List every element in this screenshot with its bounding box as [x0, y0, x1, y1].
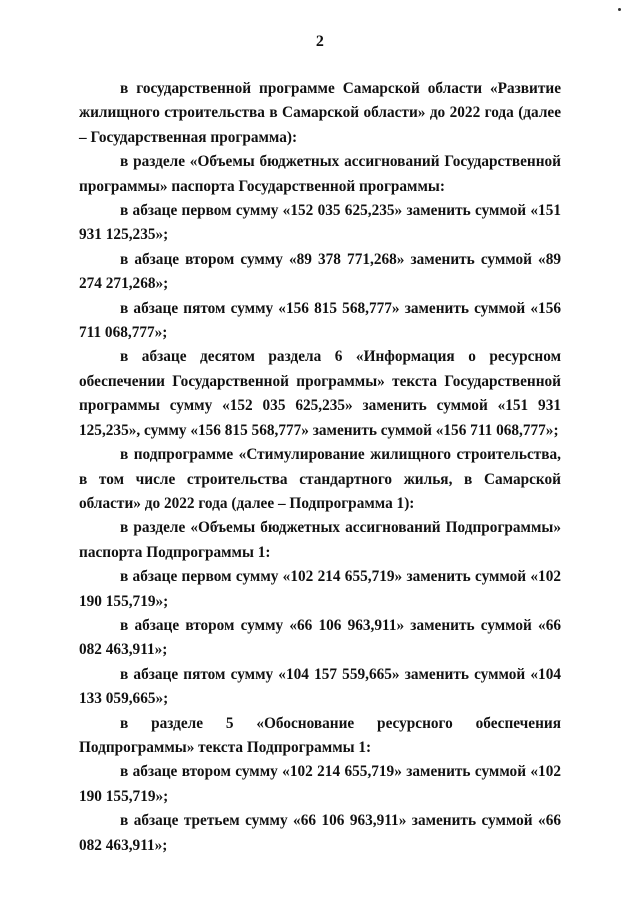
paragraph-subprogram-1: в подпрограмме «Стимулирование жилищного строительства, в том числе строительства стандартного жилья, в Самарской области» до 2022 года (далее – Подпрограмма 1):: [79, 446, 561, 512]
paragraph-second-sum: в абзаце втором сумму «89 378 771,268» заменить суммой «89 274 271,268»;: [79, 250, 561, 293]
paragraph-section-6: в абзаце десятом раздела 6 «Информация о ресурсном обеспечении Государственной программы» текста Государственной программы сумму «152 035 625,235» заменить суммой «151 931 125,235», сумму «156 815 568,777» заменить суммой «156 711 068,777»;: [79, 348, 561, 439]
paragraph-subprogram-budget-section: в разделе «Объемы бюджетных ассигнований Подпрограммы» паспорта Подпрограммы 1:: [79, 519, 561, 561]
document-body: [79, 77, 561, 858]
paragraph-fifth-sum: в абзаце пятом сумму «156 815 568,777» заменить суммой «156 711 068,777»;: [79, 299, 561, 342]
page-number: 2: [315, 33, 325, 50]
paragraph-first-sum: в абзаце первом сумму «152 035 625,235» заменить суммой «151 931 125,235»;: [79, 202, 561, 244]
paragraph-subprogram-first-sum: в абзаце первом сумму «102 214 655,719» заменить суммой «102 190 155,719»;: [79, 568, 561, 610]
paragraph-subprogram-fifth-sum: в абзаце пятом сумму «104 157 559,665» заменить суммой «104 133 059,665»;: [79, 665, 561, 708]
paragraph-section-5-third-sum: в абзаце третьем сумму «66 106 963,911» заменить суммой «66 082 463,911»;: [79, 812, 561, 854]
scan-mark: [618, 8, 621, 11]
paragraph-subprogram-second-sum: в абзаце втором сумму «66 106 963,911» заменить суммой «66 082 463,911»;: [79, 616, 561, 659]
paragraph-section-5: в разделе 5 «Обоснование ресурсного обеспечения Подпрограммы» текста Подпрограммы 1:: [79, 714, 561, 756]
paragraph-section-5-second-sum: в абзаце втором сумму «102 214 655,719» заменить суммой «102 190 155,719»;: [79, 763, 561, 805]
paragraph-budget-section: в разделе «Объемы бюджетных ассигнований Государственной программы» паспорта Государственной программы:: [79, 153, 561, 195]
paragraph-state-program: в государственной программе Самарской области «Развитие жилищного строительства в Самарской области» до 2022 года (далее – Государственная программа):: [79, 80, 561, 146]
